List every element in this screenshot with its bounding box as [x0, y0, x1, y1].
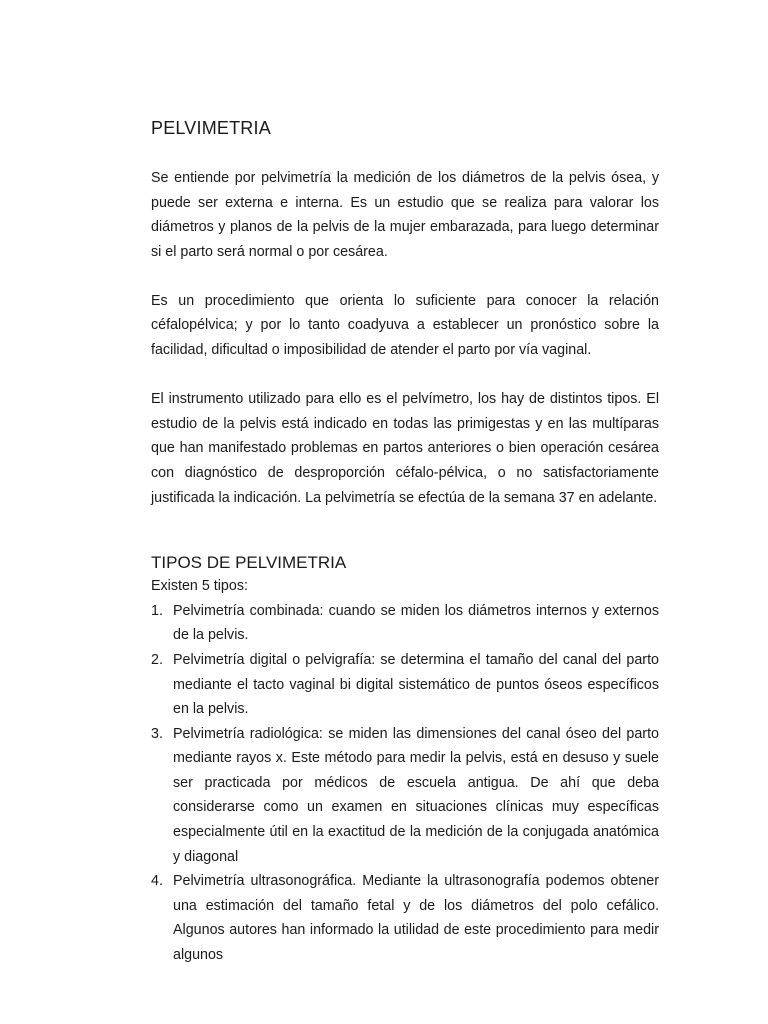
section-intro: Existen 5 tipos: — [151, 578, 248, 595]
list-item — [151, 648, 659, 722]
list-item — [151, 869, 659, 967]
list-item — [151, 722, 659, 870]
list-item-text: Pelvimetría radiológica: se miden las dimensiones del canal óseo del parto mediante rayos x. Este método para medir la pelvis, está en desuso y suele ser practicada por médicos de escuela antigua. De ahí que deba considerarse como un examen en situaciones clínicas muy específicas especialmente útil en la exactitud de la medición de la conjugada anatómica y diagonal — [173, 725, 659, 865]
document-page — [151, 118, 659, 968]
list-item-number: 3. — [151, 725, 163, 742]
types-list — [151, 599, 659, 968]
paragraph-instrument: El instrumento utilizado para ello es el pelvímetro, los hay de distintos tipos. El estudio de la pelvis está indicado en todas las primigestas y en las multíparas que han manifestado problemas en partos anteriores o bien operación cesárea con diagnóstico de desproporción céfalo-pélvica, o no satisfactoriamente justificada la indicación. La pelvimetría se efectúa de la semana 37 en adelante. — [151, 391, 659, 506]
list-item — [151, 599, 659, 648]
page-title: PELVIMETRIA — [151, 118, 271, 138]
list-item-text: Pelvimetría combinada: cuando se miden los diámetros internos y externos de la pelvis. — [173, 602, 659, 644]
paragraph-definition: Se entiende por pelvimetría la medición de los diámetros de la pelvis ósea, y puede ser externa e interna. Es un estudio que se realiza para valorar los diámetros y planos de la pelvis de la mujer embarazada, para luego determinar si el parto será normal o por cesárea. — [151, 170, 659, 260]
list-item-text: Pelvimetría digital o pelvigrafía: se determina el tamaño del canal del parto mediante el tacto vaginal bi digital sistemático de puntos óseos específicos en la pelvis. — [173, 651, 659, 718]
list-item-number: 1. — [151, 602, 163, 619]
list-item-text: Pelvimetría ultrasonográfica. Mediante la ultrasonografía podemos obtener una estimación del tamaño fetal y de los diámetros del polo cefálico. Algunos autores han informado la utilidad de este procedimiento para medir algunos — [173, 873, 659, 964]
list-item-number: 2. — [151, 651, 163, 668]
paragraph-procedure: Es un procedimiento que orienta lo suficiente para conocer la relación céfalopélvica; y por lo tanto coadyuva a establecer un pronóstico sobre la facilidad, dificultad o imposibilidad de atender el parto por vía vaginal. — [151, 292, 659, 359]
section-title: TIPOS DE PELVIMETRIA — [151, 553, 347, 573]
list-item-number: 4. — [151, 873, 163, 890]
